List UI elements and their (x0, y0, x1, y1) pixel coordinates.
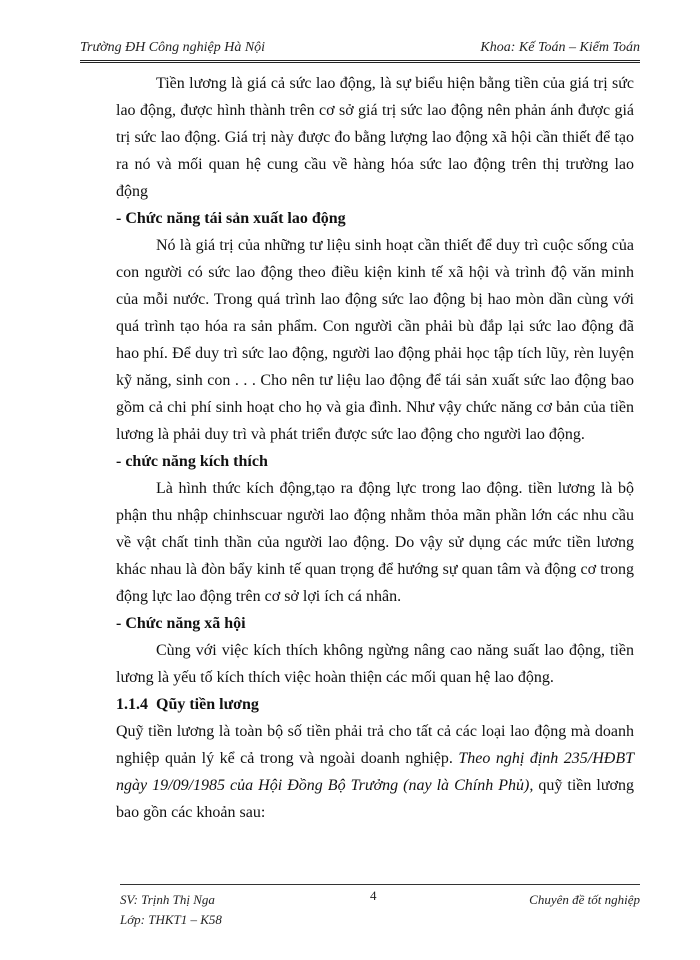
section-number: 1.1.4 (116, 696, 148, 713)
wage-fund-text: Quỹ tiền lương là toàn bộ số tiền phải trả cho tất cả các loại lao động mà doanh nghiệp quản lý kể cả trong và ngoài doanh nghiệp. (116, 723, 634, 767)
heading-dash: - (116, 210, 126, 227)
footer-rule (120, 884, 640, 885)
heading-stimulation-function (116, 448, 634, 475)
section-heading-wage-fund (116, 691, 634, 718)
section-title: Qũy tiền lương (156, 696, 259, 713)
wage-fund-continuation: quỹ tiền lương bao gồn các khoản sau: (116, 777, 634, 821)
heading-dash: - (116, 453, 126, 470)
footer-thesis: Chuyên đề tốt nghiệp (529, 892, 640, 907)
page-header (80, 0, 640, 62)
heading-reproduction-function (116, 205, 634, 232)
paragraph-wage-definition: Tiền lương là giá cả sức lao động, là sự biểu hiện bằng tiền của giá trị sức lao động, được hình thành trên cơ sở giá trị sức lao động nên phản ánh được giá trị sức lao động. Giá trị này được đo bằng lượng lao động xã hội cần thiết để tạo ra nó và mối quan hệ cung cầu về hàng hóa sức lao động trên thị trường lao động (116, 75, 634, 200)
page-footer (80, 872, 640, 932)
paragraph-reproduction: Nó là giá trị của những tư liệu sinh hoạt cần thiết để duy trì cuộc sống của con người có sức lao động theo điều kiện kinh tế xã hội và trình độ văn minh của mỗi nước. Trong quá trình lao động sức lao động bị hao mòn dần cùng với quá trình tạo hóa ra sản phẩm. Con người cần phải bù đắp lại sức lao động đã hao phí. Để duy trì sức lao động, người lao động phải học tập tích lũy, rèn luyện kỹ năng, sinh con . . . Cho nên tư liệu lao động để tái sản xuất sức lao động bao gồm cả chi phí sinh hoạt cho họ và gia đình. Như vậy chức năng cơ bản của tiền lương là phải duy trì và phát triển được sức lao động cho người lao động. (116, 237, 634, 443)
footer-student: SV: Trịnh Thị Nga (120, 892, 215, 907)
page-content (116, 70, 634, 826)
heading-dash: - (116, 615, 126, 632)
paragraph-wage-fund (116, 718, 634, 826)
heading-text: Chức năng tái sản xuất lao động (125, 210, 346, 227)
header-faculty: Khoa: Kế Toán – Kiểm Toán (480, 40, 640, 55)
decree-reference: Theo nghị định 235/HĐBT ngày 19/09/1985 của Hội Đồng Bộ Trưởng (nay là Chính Phủ), (116, 750, 635, 794)
header-rule (80, 60, 640, 63)
paragraph-stimulation: Là hình thức kích động,tạo ra động lực trong lao động. tiền lương là bộ phận thu nhập chinhscuar người lao động nhằm thỏa mãn phần lớn các nhu cầu về vật chất tinh thần của người lao động. Do vậy sử dụng các mức tiền lương khác nhau là đòn bẩy kinh tế quan trọng để hướng sự quan tâm và động cơ trong động lực lao động trên cơ sở lợi ích cá nhân. (116, 480, 634, 605)
heading-social-function (116, 610, 634, 637)
heading-text: Chức năng xã hội (125, 615, 246, 632)
footer-class: Lớp: THKT1 – K58 (120, 912, 222, 927)
heading-text: chức năng kích thích (125, 453, 268, 470)
header-university: Trường ĐH Công nghiệp Hà Nội (80, 40, 266, 55)
paragraph-social: Cùng với việc kích thích không ngừng nâng cao năng suất lao động, tiền lương là yếu tố kích thích việc hoàn thiện các mối quan hệ lao động. (116, 642, 634, 686)
page-number: 4 (370, 888, 377, 903)
